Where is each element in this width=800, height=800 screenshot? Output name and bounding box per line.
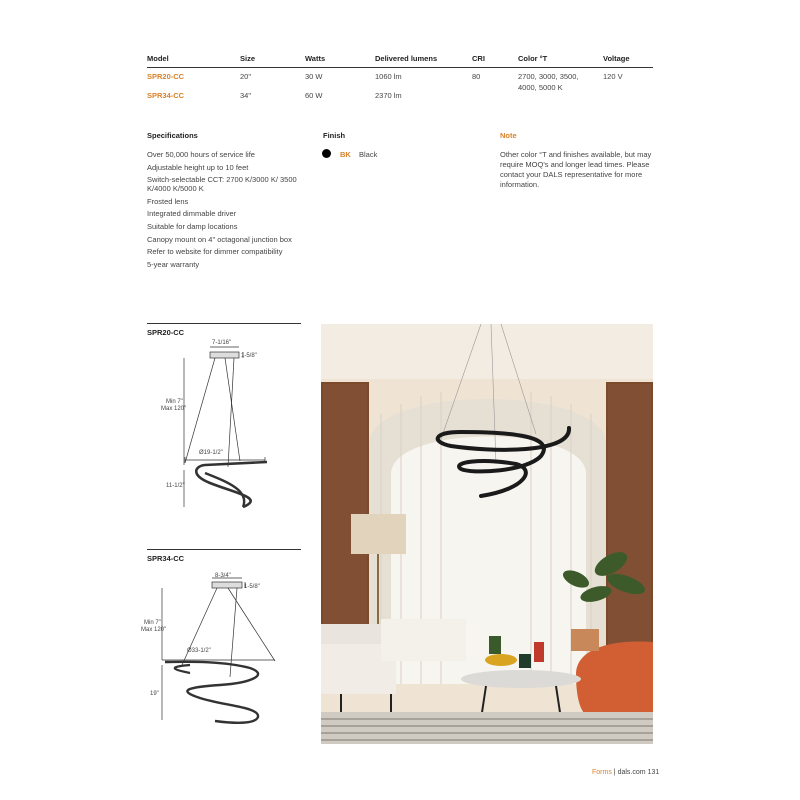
footer-site: dals.com [617, 769, 646, 776]
spec-item: Integrated dimmable driver [147, 209, 237, 219]
spr20-dimension-drawing [140, 335, 300, 520]
diagram-title: SPR20-CC [147, 328, 185, 337]
finish-name: Black [359, 150, 378, 159]
finish-title: Finish [323, 131, 346, 140]
spec-item: Switch-selectable CCT: 2700 K/3000 K/ 3500 K/4000 K/5000 K [147, 175, 297, 194]
col-header-model: Model [147, 54, 169, 63]
spec-item: Refer to website for dimmer compatibility [147, 247, 283, 257]
min-height-label: Min 7" [144, 620, 161, 626]
col-header-voltage: Voltage [603, 54, 630, 63]
note-title: Note [500, 131, 517, 140]
row-voltage: 120 V [603, 72, 623, 81]
spec-item: Adjustable height up to 10 feet [147, 162, 249, 172]
diameter-label: Ø19-1/2" [199, 450, 223, 456]
row-size: 34" [240, 91, 252, 100]
spec-item: Over 50,000 hours of service life [147, 150, 255, 159]
fixture-height-label: 19" [150, 691, 159, 697]
spec-item: Suitable for damp locations [147, 221, 238, 231]
spr34-dimension-drawing [140, 565, 300, 735]
col-header-lumens: Delivered lumens [375, 54, 438, 63]
specifications-title: Specifications [147, 131, 198, 140]
room-photo [321, 324, 653, 744]
min-height-label: Min 7" [166, 399, 183, 405]
row-lumens: 1060 lm [375, 72, 402, 81]
diagram-title: SPR34-CC [147, 554, 185, 563]
row-watts: 30 W [305, 72, 323, 81]
spec-item: Frosted lens [147, 196, 189, 206]
canopy-width-label: 8-3/4" [215, 573, 231, 579]
fixture-height-label: 11-1/2" [166, 483, 185, 489]
table-header-rule [147, 67, 653, 68]
spec-item: 5-year warranty [147, 259, 200, 269]
max-height-label: Max 120" [141, 627, 167, 633]
spec-item: Canopy mount on 4" octagonal junction box [147, 234, 292, 244]
footer [592, 769, 659, 776]
footer-separator: | [613, 769, 616, 776]
footer-page-number: 131 [647, 769, 660, 776]
footer-brand: Forms [592, 769, 612, 776]
canopy-height-label: 1-5/8" [244, 584, 260, 590]
finish-swatch-black [322, 149, 331, 158]
col-header-size: Size [240, 54, 256, 63]
note-text: Other color °T and finishes available, but may require MOQ's and longer lead times. Please contact your DALS representative for more information. [500, 150, 652, 189]
row-color-t: 2700, 3000, 3500, 4000, 5000 K [518, 72, 579, 92]
diameter-label: Ø33-1/2" [187, 648, 211, 654]
diagram-rule [147, 323, 301, 324]
col-header-cri: CRI [472, 54, 485, 63]
canopy-height-label: 1-5/8" [241, 353, 257, 359]
specifications-list [147, 150, 302, 272]
max-height-label: Max 120" [161, 406, 187, 412]
diagram-rule [147, 549, 301, 550]
row-cri: 80 [472, 72, 481, 81]
canopy-width-label: 7-1/16" [212, 340, 232, 346]
row-model: SPR20-CC [147, 72, 185, 81]
finish-code: BK [340, 150, 351, 159]
row-lumens: 2370 lm [375, 91, 402, 100]
col-header-watts: Watts [305, 54, 326, 63]
col-header-color-t: Color °T [518, 54, 548, 63]
row-watts: 60 W [305, 91, 323, 100]
row-model: SPR34-CC [147, 91, 185, 100]
row-size: 20" [240, 72, 252, 81]
